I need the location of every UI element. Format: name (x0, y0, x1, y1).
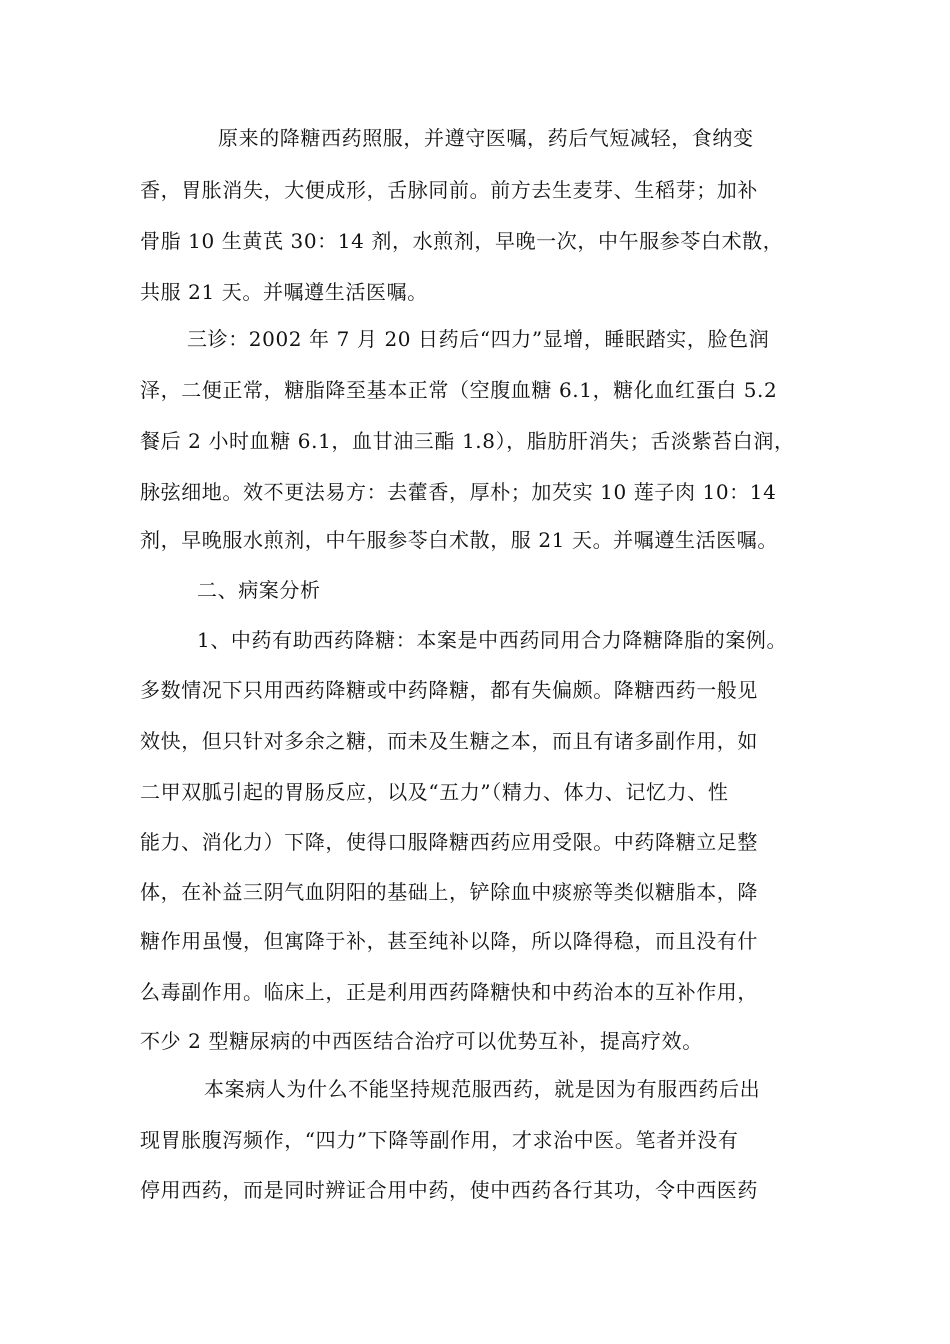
text-line-11: 1、中药有助西药降糖：本案是中西药同用合力降糖降脂的案例。 (197, 628, 788, 652)
text-line-21: 现胃胀腹泻频作，“四力”下降等副作用，才求治中医。笔者并没有 (140, 1128, 739, 1152)
text-line-13: 效快，但只针对多余之糖，而未及生糖之本，而且有诸多副作用，如 (140, 729, 758, 753)
text-line-19: 不少 2 型糖尿病的中西医结合治疗可以优势互补，提高疗效。 (140, 1029, 703, 1053)
text-line-17: 糖作用虽慢，但寓降于补，甚至纯补以降，所以降得稳，而且没有什 (140, 929, 758, 953)
text-line-4: 共服 21 天。并嘱遵生活医嘱。 (140, 280, 428, 304)
text-line-7: 餐后 2 小时血糖 6.1，血甘油三酯 1.8），脂肪肝消失；舌淡紫苔白润， (140, 429, 795, 453)
text-line-18: 么毒副作用。临床上，正是利用西药降糖快和中药治本的互补作用， (140, 980, 758, 1004)
text-line-3: 骨脂 10 生黄芪 30：14 剂，水煎剂，早晚一次，中午服参苓白术散， (140, 229, 784, 253)
text-line-20: 本案病人为什么不能坚持规范服西药，就是因为有服西药后出 (204, 1077, 761, 1101)
section-heading: 二、病案分析 (197, 578, 321, 602)
text-line-1: 原来的降糖西药照服，并遵守医嘱，药后气短减轻，食纳变 (218, 126, 754, 150)
text-line-16: 体，在补益三阴气血阴阳的基础上，铲除血中痰瘀等类似糖脂本，降 (140, 880, 758, 904)
text-line-15: 能力、消化力）下降，使得口服降糖西药应用受限。中药降糖立足整 (140, 830, 758, 854)
text-line-14: 二甲双胍引起的胃肠反应，以及“五力”（精力、体力、记忆力、性 (140, 780, 729, 804)
text-line-12: 多数情况下只用西药降糖或中药降糖，都有失偏颇。降糖西药一般见 (140, 678, 758, 702)
text-line-6: 泽，二便正常，糖脂降至基本正常（空腹血糖 6.1，糖化血红蛋白 5.2 (140, 378, 778, 402)
text-line-22: 停用西药，而是同时辨证合用中药，使中西药各行其功，令中西医药 (140, 1178, 758, 1202)
text-line-2: 香，胃胀消失，大便成形，舌脉同前。前方去生麦芽、生稻芽；加补 (140, 178, 758, 202)
text-line-8: 脉弦细地。效不更法易方：去藿香，厚朴；加芡实 10 莲子肉 10：14 (140, 480, 777, 504)
text-line-5: 三诊：2002 年 7 月 20 日药后“四力”显增，睡眠踏实，脸色润 (187, 327, 770, 351)
text-line-9: 剂，早晚服水煎剂，中午服参苓白术散，服 21 天。并嘱遵生活医嘱。 (140, 528, 778, 552)
